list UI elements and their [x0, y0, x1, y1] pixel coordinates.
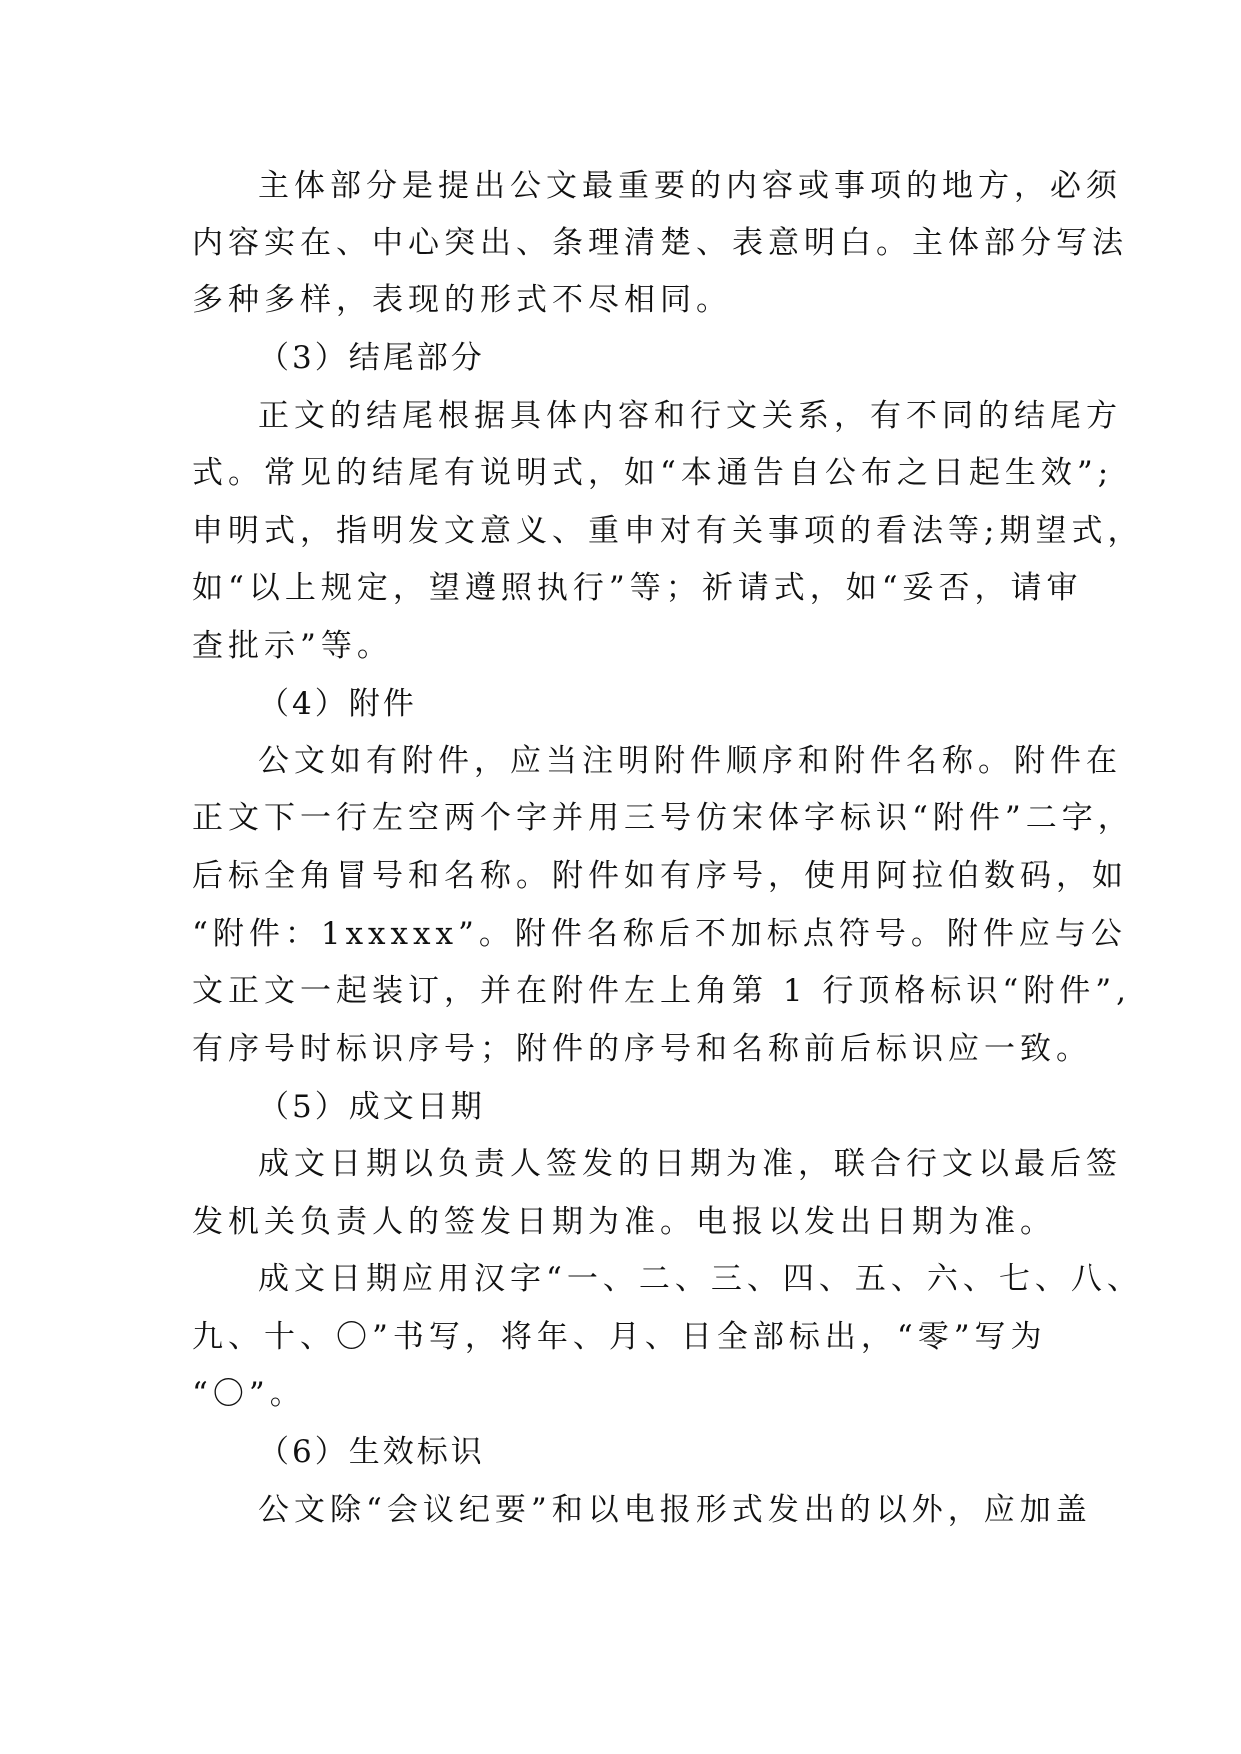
paragraph-line: 多种多样，表现的形式不尽相同。 [192, 282, 732, 318]
paragraph-line: 式。常见的结尾有说明式，如“本通告自公布之日起生效”; [192, 455, 1114, 491]
paragraph-line: 有序号时标识序号；附件的序号和名称前后标识应一致。 [192, 1031, 1092, 1067]
paragraph-line: 成文日期以负责人签发的日期为准，联合行文以最后签 [258, 1146, 1122, 1182]
paragraph-line: 发机关负责人的签发日期为准。电报以发出日期为准。 [192, 1204, 1056, 1240]
paragraph-line: 文正文一起装订，并在附件左上角第 1 行顶格标识“附件”, [192, 973, 1131, 1009]
paragraph-line: “附件：1xxxxx”。附件名称后不加标点符号。附件应与公 [192, 916, 1127, 952]
paragraph-line: 后标全角冒号和名称。附件如有序号，使用阿拉伯数码，如 [192, 858, 1128, 894]
section-heading: （3）结尾部分 [258, 340, 485, 376]
paragraph-line: 主体部分是提出公文最重要的内容或事项的地方，必须 [258, 168, 1122, 204]
paragraph-line: 正文下一行左空两个字并用三号仿宋体字标识“附件”二字， [192, 800, 1134, 836]
paragraph-line: 成文日期应用汉字“一、二、三、四、五、六、七、八、 [258, 1261, 1143, 1297]
section-heading: （6）生效标识 [258, 1434, 485, 1470]
paragraph-line: 如“以上规定，望遵照执行”等；祈请式，如“妥否，请审 [192, 570, 1083, 606]
paragraph-line: 查批示”等。 [192, 628, 393, 664]
section-heading: （4）附件 [258, 686, 417, 722]
paragraph-line: 正文的结尾根据具体内容和行文关系，有不同的结尾方 [258, 398, 1122, 434]
paragraph-line: 申明式，指明发文意义、重申对有关事项的看法等;期望式， [192, 513, 1144, 549]
paragraph-line: 公文如有附件，应当注明附件顺序和附件名称。附件在 [258, 743, 1122, 779]
paragraph-line: 九、十、〇”书写，将年、月、日全部标出，“零”写为 [192, 1319, 1047, 1355]
paragraph-line: “〇”。 [192, 1376, 306, 1412]
paragraph-line: 内容实在、中心突出、条理清楚、表意明白。主体部分写法 [192, 225, 1128, 261]
section-heading: （5）成文日期 [258, 1089, 485, 1125]
paragraph-line: 公文除“会议纪要”和以电报形式发出的以外，应加盖 [258, 1492, 1092, 1528]
